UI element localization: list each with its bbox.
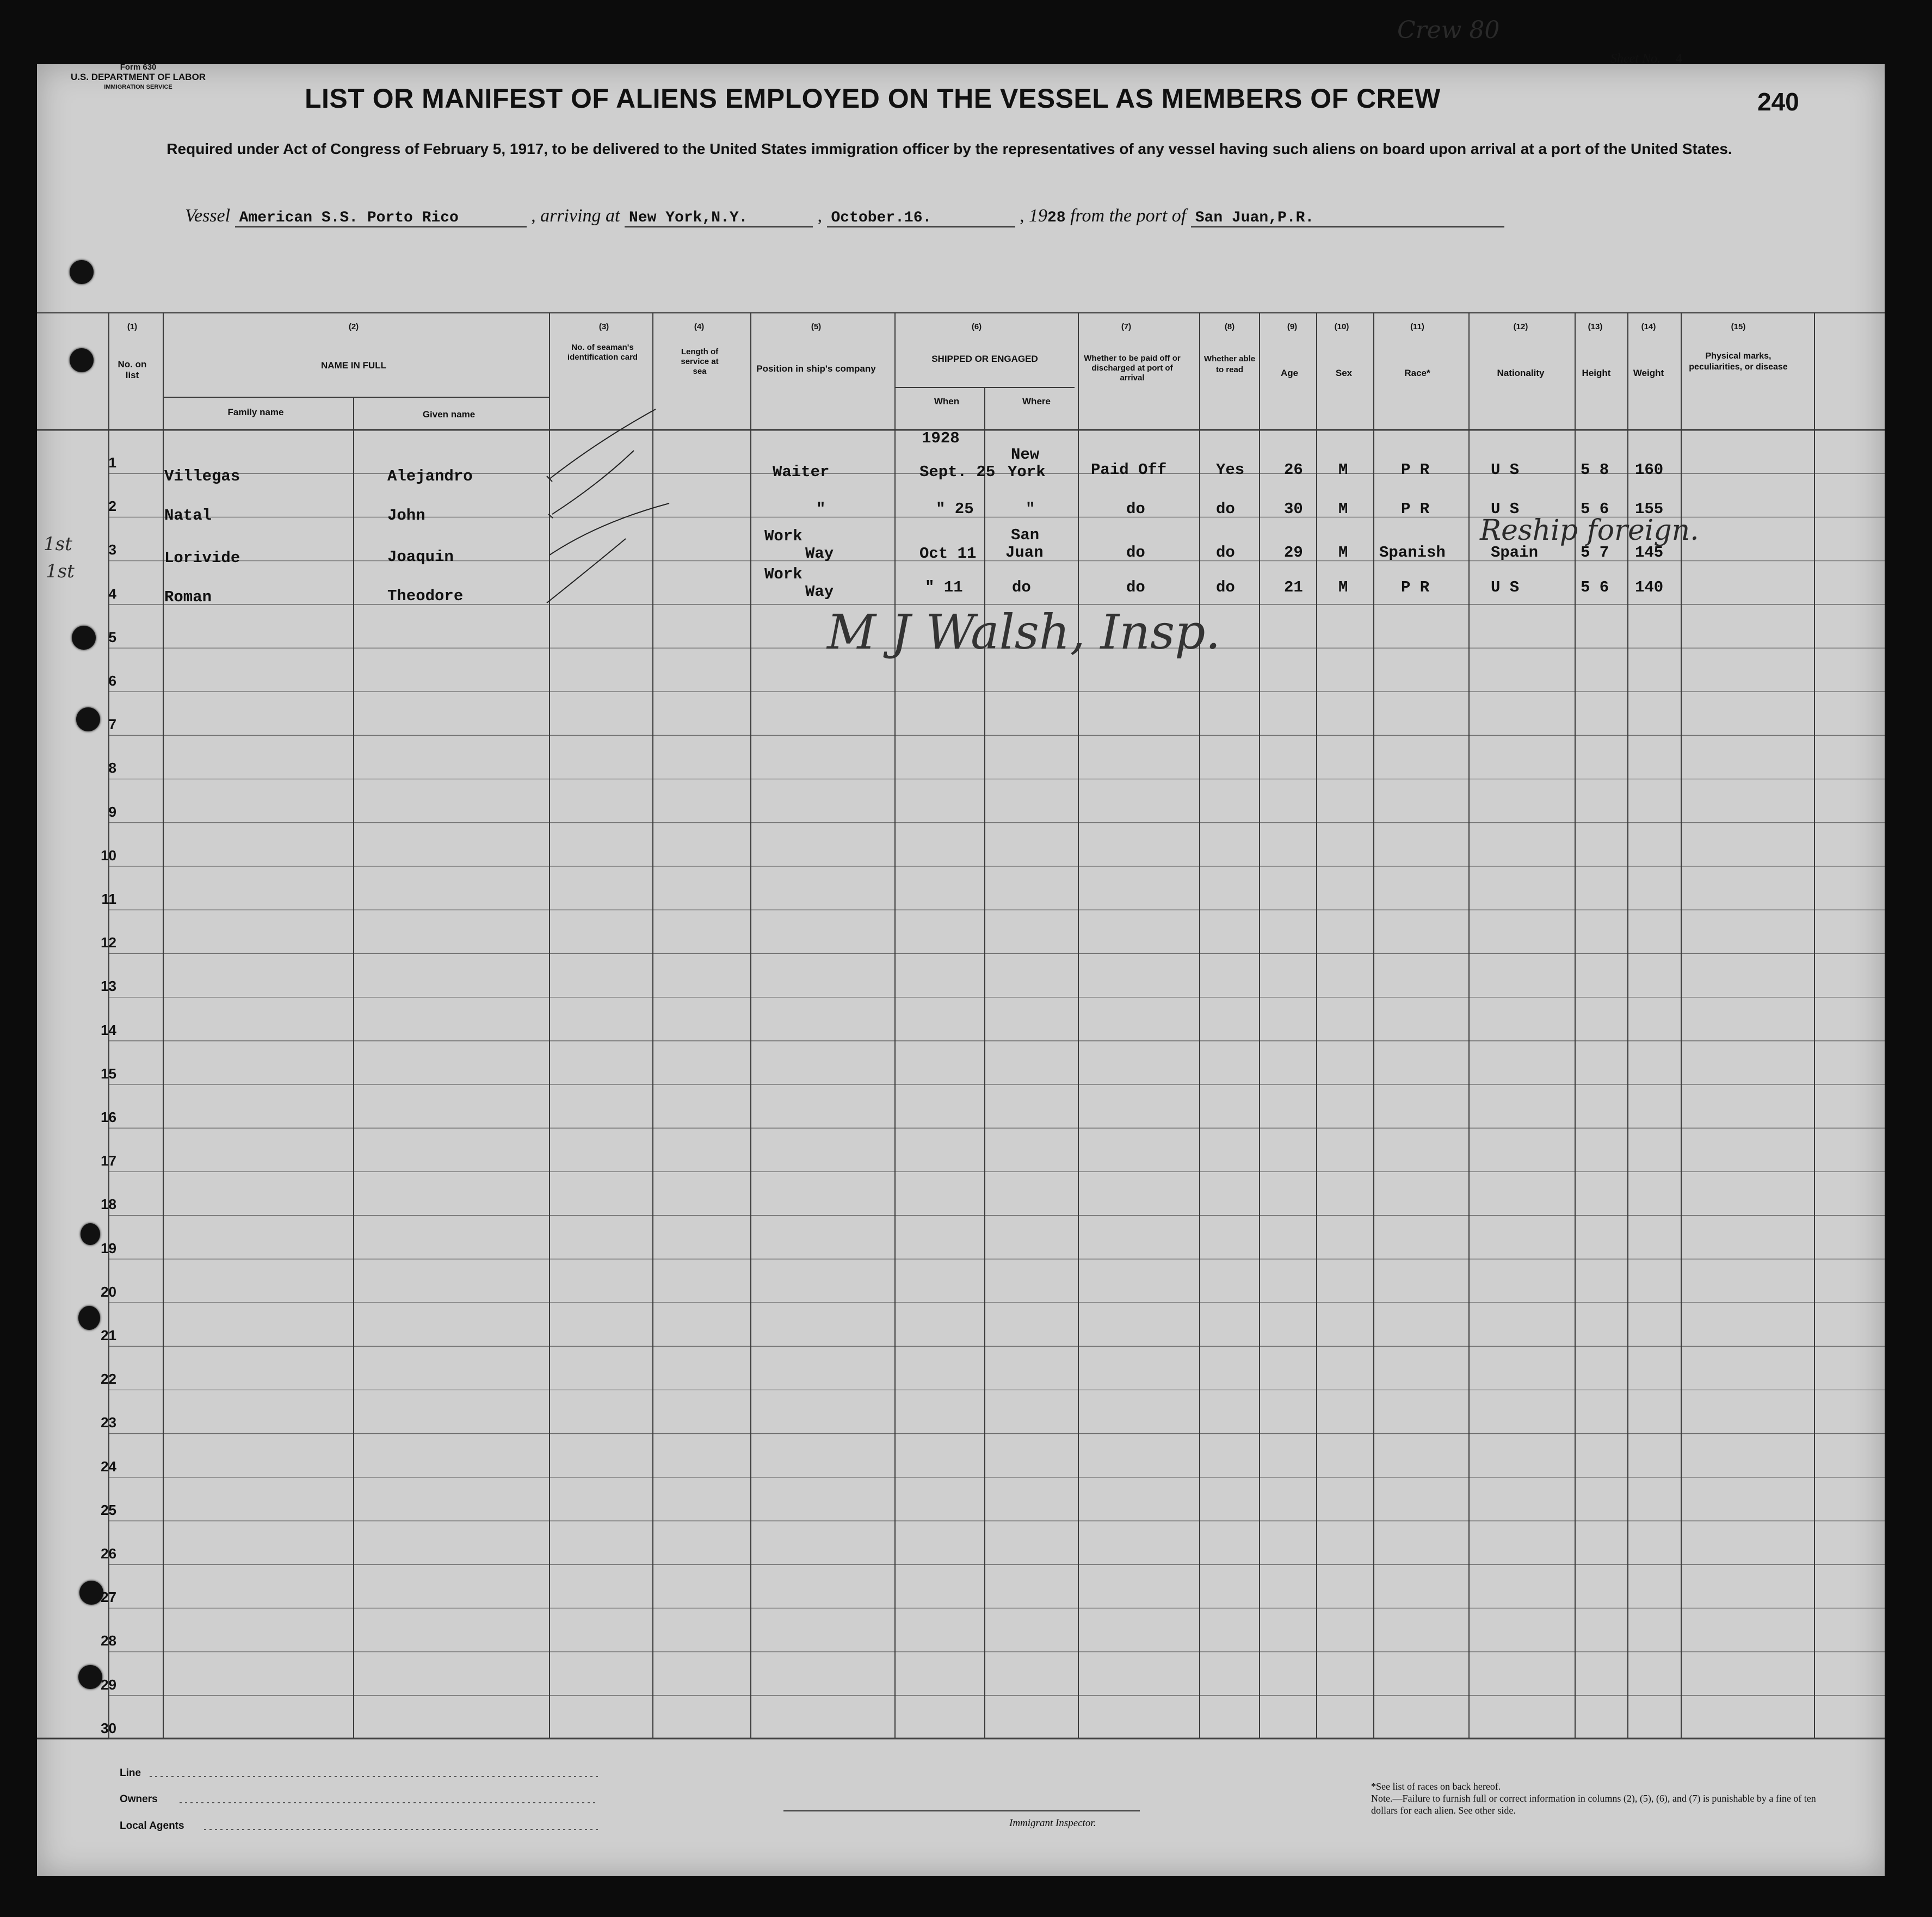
immigrant-inspector-label: Immigrant Inspector.: [1009, 1817, 1096, 1829]
races-note: *See list of races on back hereof.: [1371, 1781, 1501, 1792]
handwritten-margin-mark: 1st: [46, 560, 75, 582]
col-header-nationality: Nationality: [1497, 368, 1545, 378]
col-num-1: (1): [127, 322, 138, 331]
r2-age: 30: [1284, 500, 1303, 518]
r1-read: Yes: [1216, 461, 1245, 479]
col-header-where: Where: [1022, 396, 1051, 406]
col-header-physical: Physical marks, peculiarities, or disease: [1689, 352, 1788, 372]
r4-age: 21: [1284, 578, 1303, 596]
r4-read: do: [1216, 578, 1235, 596]
r2-when: " 25: [936, 500, 974, 518]
r2-height: 5 6: [1581, 500, 1609, 518]
row-number: 11: [101, 891, 116, 907]
row-number: 4: [108, 585, 116, 602]
row-number: 30: [101, 1719, 116, 1736]
arrival-date: October.16.: [827, 209, 1015, 227]
col-num-8: (8): [1224, 322, 1235, 331]
col-num-9: (9): [1287, 322, 1298, 331]
r2-sex: M: [1338, 500, 1348, 518]
row-number: 18: [101, 1196, 116, 1213]
r4-sex: M: [1338, 578, 1348, 596]
r1-family: Villegas: [164, 467, 240, 485]
col-header-id-card: No. of seaman's identification card: [567, 343, 638, 362]
r1-sex: M: [1338, 461, 1348, 479]
col-header-race: Race*: [1404, 368, 1430, 378]
r4-height: 5 6: [1581, 578, 1609, 596]
col-header-height: Height: [1582, 368, 1611, 378]
r1-height: 5 8: [1581, 461, 1609, 479]
handwritten-reship-note: Reship foreign.: [1480, 514, 1699, 547]
row-number: 2: [108, 498, 116, 515]
service-name: IMMIGRATION SERVICE: [104, 84, 172, 90]
r2-where: ": [1026, 500, 1035, 518]
row-number: 21: [101, 1327, 116, 1343]
r1-paid: Paid Off: [1091, 461, 1167, 479]
vessel-label: Vessel: [185, 206, 231, 226]
r4-nationality: U S: [1491, 578, 1520, 596]
year-note: 1928: [922, 429, 960, 447]
r3-sex: M: [1338, 544, 1348, 562]
row-number: 1: [108, 454, 116, 471]
departure-port: San Juan,P.R.: [1191, 209, 1504, 227]
col-header-when: When: [934, 396, 960, 406]
r1-race: P R: [1401, 461, 1430, 479]
r2-weight: 155: [1635, 500, 1664, 518]
col-num-7: (7): [1121, 322, 1132, 331]
col-header-age: Age: [1280, 368, 1299, 378]
r3-age: 29: [1284, 544, 1303, 562]
row-number: 23: [101, 1414, 116, 1431]
row-number: 3: [108, 541, 116, 558]
col-header-read: Whether able to read: [1203, 354, 1256, 374]
r2-family: Natal: [164, 507, 212, 525]
col-num-11: (11): [1410, 322, 1424, 331]
row-number: 27: [101, 1589, 116, 1606]
row-number: 10: [101, 847, 116, 864]
r2-given: John: [387, 507, 425, 525]
r3-when: Oct 11: [919, 545, 977, 563]
r3-read: do: [1216, 544, 1235, 562]
year-prefix: , 19: [1020, 206, 1047, 226]
r3-position-1: Work: [764, 527, 803, 545]
col-num-2: (2): [348, 322, 359, 331]
row-number: 12: [101, 934, 116, 951]
row-number: 14: [101, 1021, 116, 1038]
arrival-port: New York,N.Y.: [625, 209, 813, 227]
col-header-weight: Weight: [1633, 368, 1664, 378]
row-number: 6: [108, 673, 116, 689]
r3-where-2: Juan: [1005, 544, 1044, 562]
row-number: 19: [101, 1240, 116, 1256]
vessel-line: Vessel American S.S. Porto Rico , arriving at New York,N.Y. , October.16. , 1928 from the port of San Juan,P.R.: [185, 206, 1504, 227]
penalty-note: Note.—Failure to furnish full or correct information in columns (2), (5), (6), and (7) is punishable by a fine of ten dollars for each alien. See other side.: [1371, 1793, 1816, 1816]
r1-given: Alejandro: [387, 467, 473, 485]
row-number: 5: [108, 628, 116, 645]
col-num-3: (3): [598, 322, 609, 331]
r3-where-1: San: [1011, 526, 1040, 544]
r4-given: Theodore: [387, 587, 464, 605]
r3-given: Joaquin: [387, 548, 454, 566]
row-number: 15: [101, 1065, 116, 1082]
r4-family: Roman: [164, 588, 212, 606]
r2-paid: do: [1126, 500, 1145, 518]
r4-position-2: Way: [805, 583, 834, 601]
row-number: 29: [101, 1676, 116, 1693]
row-number: 8: [108, 760, 116, 776]
r3-race: Spanish: [1379, 544, 1446, 562]
r1-nationality: U S: [1491, 461, 1520, 479]
r3-family: Lorivide: [164, 549, 240, 567]
col-header-position: Position in ship's company: [756, 363, 876, 374]
r4-paid: do: [1126, 578, 1145, 596]
inspector-signature: M J Walsh, Insp.: [827, 604, 1221, 660]
col-header-name: NAME IN FULL: [321, 360, 386, 371]
col-num-10: (10): [1334, 322, 1349, 331]
r3-nationality: Spain: [1491, 544, 1539, 562]
r4-when: " 11: [925, 578, 963, 596]
footer-line-label: Line: [120, 1767, 141, 1779]
col-header-no: No. on list: [118, 359, 147, 380]
r2-read: do: [1216, 500, 1235, 518]
arriving-label: , arriving at: [531, 206, 620, 226]
footer-owners-label: Owners: [120, 1793, 158, 1805]
r2-race: P R: [1401, 500, 1430, 518]
r1-where-2: York: [1008, 463, 1046, 481]
r4-where: do: [1012, 578, 1031, 596]
col-num-4: (4): [694, 322, 705, 331]
r1-age: 26: [1284, 461, 1303, 479]
row-number: 17: [101, 1152, 116, 1169]
r1-when: Sept. 25: [919, 463, 996, 481]
agency-name: U.S. DEPARTMENT OF LABOR: [71, 72, 206, 82]
footer-agents-label: Local Agents: [120, 1820, 184, 1832]
col-header-length: Length of service at sea: [681, 347, 719, 376]
row-number: 24: [101, 1458, 116, 1475]
col-num-15: (15): [1731, 322, 1746, 331]
row-number: 20: [101, 1283, 116, 1300]
col-num-5: (5): [811, 322, 822, 331]
r4-position-1: Work: [764, 565, 803, 583]
r1-weight: 160: [1635, 461, 1664, 479]
document-title: LIST OR MANIFEST OF ALIENS EMPLOYED ON THE VESSEL AS MEMBERS OF CREW: [305, 83, 1441, 114]
r3-weight: 145: [1635, 544, 1664, 562]
page-number: 240: [1757, 88, 1799, 116]
vessel-name: American S.S. Porto Rico: [235, 209, 527, 227]
r3-height: 5 7: [1581, 544, 1609, 562]
row-number: 13: [101, 978, 116, 995]
document-subtitle: Required under Act of Congress of February 5, 1917, to be delivered to the United States immigration officer by the representatives of any vessel having such aliens on board upon arrival at a port of the United States.: [166, 140, 1732, 157]
col-num-13: (13): [1588, 322, 1603, 331]
row-number: 28: [101, 1632, 116, 1649]
r4-race: P R: [1401, 578, 1430, 596]
port-label: from the port of: [1070, 206, 1187, 226]
col-header-shipped: SHIPPED OR ENGAGED: [931, 354, 1038, 364]
col-num-12: (12): [1513, 322, 1528, 331]
r2-nationality: U S: [1491, 500, 1520, 518]
col-header-family: Family name: [227, 407, 284, 417]
row-number: 9: [108, 803, 116, 820]
row-number: 22: [101, 1371, 116, 1388]
r1-position: Waiter: [773, 463, 830, 481]
r2-position: ": [816, 500, 826, 518]
arrival-year: 28: [1047, 209, 1066, 226]
col-header-given: Given name: [422, 409, 476, 420]
r3-position-2: Way: [805, 545, 834, 563]
r3-paid: do: [1126, 544, 1145, 562]
row-number: 26: [101, 1545, 116, 1562]
r4-weight: 140: [1635, 578, 1664, 596]
col-header-sex: Sex: [1335, 368, 1353, 378]
sheet-label: Sheet No.: [1610, 52, 1661, 66]
handwritten-margin-mark: 1st: [44, 533, 72, 555]
r1-where-1: New: [1011, 446, 1040, 464]
row-number: 7: [108, 716, 116, 733]
col-header-paid-off: Whether to be paid off or discharged at port of arrival: [1084, 354, 1181, 383]
col-num-14: (14): [1641, 322, 1656, 331]
row-number: 16: [101, 1109, 116, 1125]
col-num-6: (6): [971, 322, 982, 331]
form-number: Form 630: [120, 63, 157, 72]
crew-note: Crew 80: [1397, 16, 1500, 44]
row-number: 25: [101, 1501, 116, 1518]
sheet-number-value: 4: [1675, 52, 1682, 66]
